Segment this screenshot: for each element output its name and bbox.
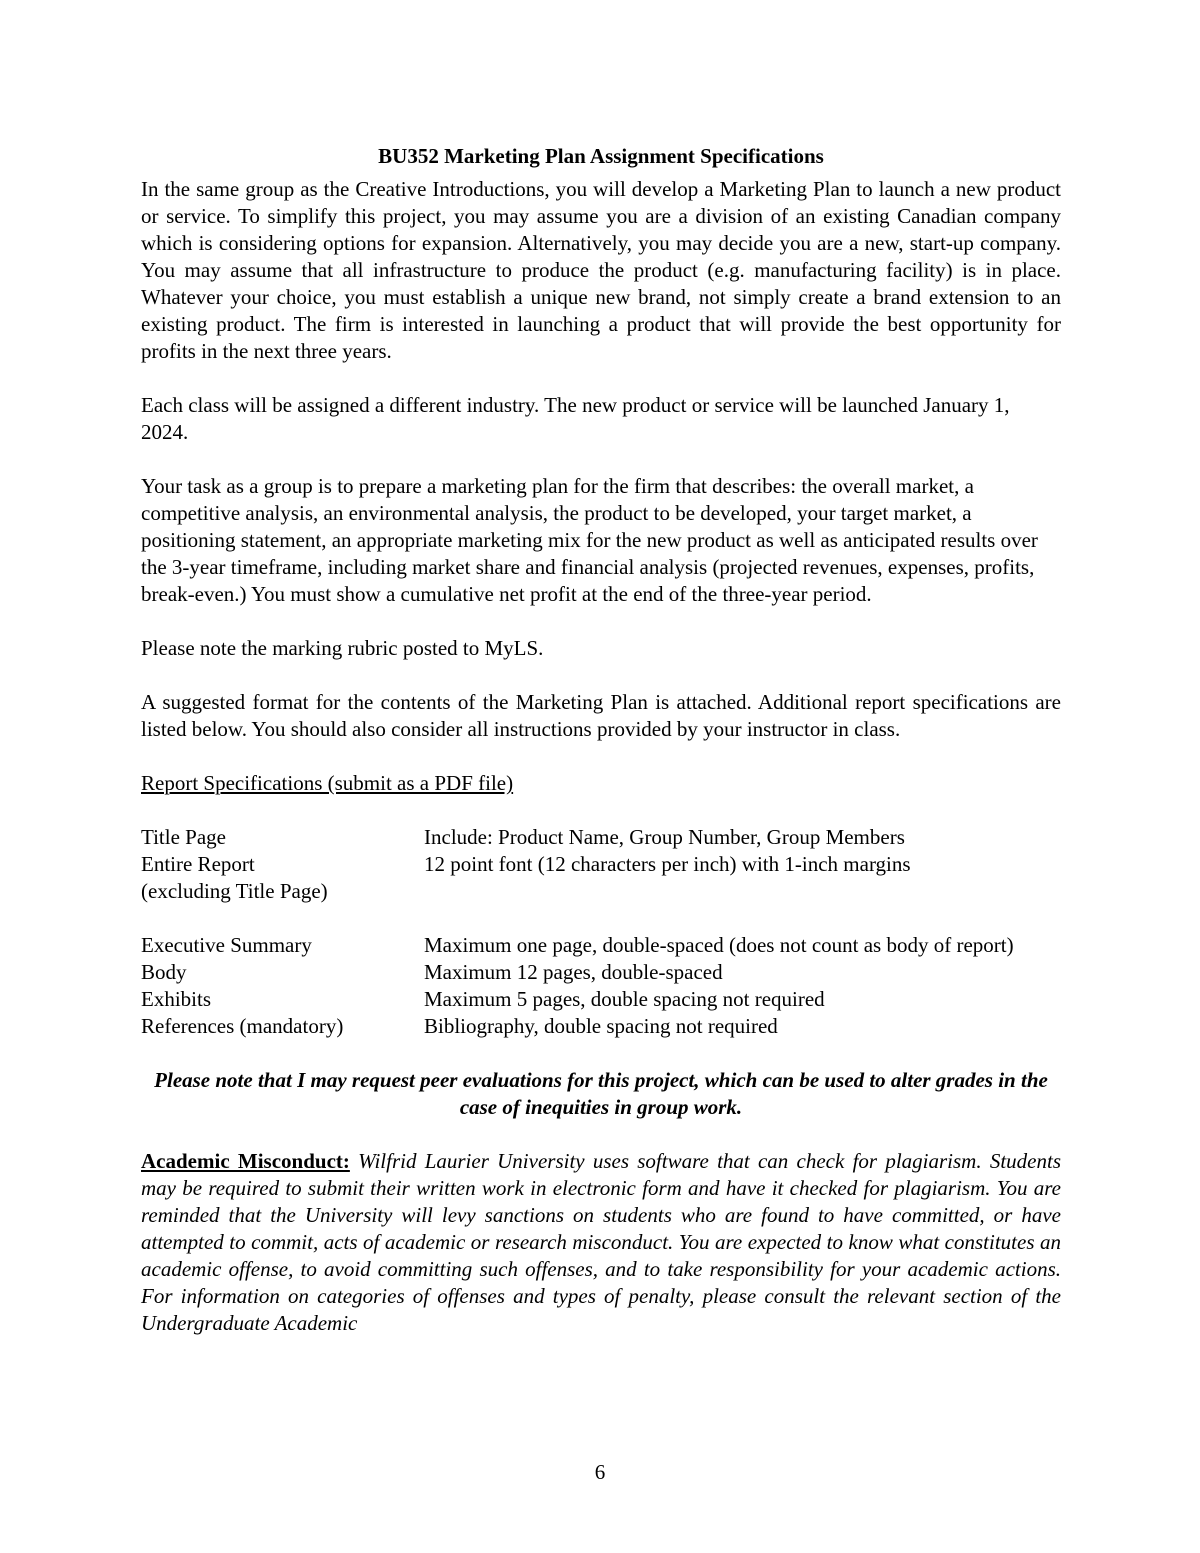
- spec-value: Bibliography, double spacing not required: [424, 1014, 778, 1038]
- spec-row: [141, 932, 1061, 959]
- spec-table-sections: [141, 932, 1061, 1040]
- report-spec-heading: Report Specifications (submit as a PDF file): [141, 771, 514, 795]
- spec-value: Maximum 5 pages, double spacing not required: [424, 987, 825, 1011]
- spec-row: [141, 1013, 1061, 1040]
- task-paragraph: Your task as a group is to prepare a marketing plan for the firm that describes: the overall market, a competitive analysis, an environmental analysis, the product to be developed, your target market, a positioning statement, an appropriate marketing mix for the new product as well as anticipated results over the 3-year timeframe, including market share and financial analysis (projected revenues, expenses, profits, break-even.) You must show a cumulative net profit at the end of the three-year period.: [141, 474, 1038, 606]
- spec-value: Maximum 12 pages, double-spaced: [424, 960, 723, 984]
- format-paragraph: A suggested format for the contents of the Marketing Plan is attached. Additional report specifications are listed below. You should also consider all instructions provided by your instructor in class.: [141, 690, 1061, 741]
- page-content: [141, 143, 1061, 1337]
- spec-value: [424, 878, 1061, 905]
- rubric-paragraph: Please note the marking rubric posted to MyLS.: [141, 636, 544, 660]
- spec-row: [141, 851, 1061, 878]
- spec-row: [141, 959, 1061, 986]
- intro-paragraph: In the same group as the Creative Introductions, you will develop a Marketing Plan to launch a new product or service. To simplify this project, you may assume you are a division of an existing Canadian company which is considering options for expansion. Alternatively, you may decide you are a new, start-up company. You may assume that all infrastructure to produce the product (e.g. manufacturing facility) is in place. Whatever your choice, you must establish a unique new brand, not simply create a brand extension to an existing product. The firm is interested in launching a product that will provide the best opportunity for profits in the next three years.: [141, 177, 1061, 363]
- spec-label: Title Page: [141, 825, 226, 849]
- spec-row: [141, 878, 1061, 905]
- spec-label: Entire Report: [141, 852, 255, 876]
- industry-paragraph: Each class will be assigned a different industry. The new product or service will be launched January 1, 2024.: [141, 393, 1010, 444]
- spec-table-general: [141, 824, 1061, 905]
- academic-misconduct-paragraph: [141, 1148, 1061, 1337]
- spec-row: [141, 824, 1061, 851]
- spec-row: [141, 986, 1061, 1013]
- spec-value: 12 point font (12 characters per inch) with 1-inch margins: [424, 852, 911, 876]
- peer-evaluation-notice: Please note that I may request peer evaluations for this project, which can be used to alter grades in the case of inequities in group work.: [154, 1068, 1048, 1119]
- spec-label: Exhibits: [141, 987, 212, 1011]
- spec-value: Maximum one page, double-spaced (does not count as body of report): [424, 933, 1014, 957]
- page-number: 6: [594, 1460, 606, 1484]
- spec-value: Include: Product Name, Group Number, Group Members: [424, 825, 905, 849]
- misconduct-label: Academic Misconduct:: [141, 1149, 350, 1173]
- spec-label: References (mandatory): [141, 1014, 344, 1038]
- spec-label: Body: [141, 960, 187, 984]
- spec-label: Executive Summary: [141, 933, 312, 957]
- spec-label: (excluding Title Page): [141, 879, 328, 903]
- document-title: BU352 Marketing Plan Assignment Specifications: [378, 144, 824, 168]
- misconduct-text: Wilfrid Laurier University uses software that can check for plagiarism. Students may be required to submit their written work in electronic form and have it checked for plagiarism. You are reminded that the University will levy sanctions on students who are found to have committed, or have attempted to commit, acts of academic or research misconduct. You are expected to know what constitutes an academic offense, to avoid committing such offenses, and to take responsibility for your academic actions. For information on categories of offenses and types of penalty, please consult the relevant section of the Undergraduate Academic: [141, 1149, 1061, 1335]
